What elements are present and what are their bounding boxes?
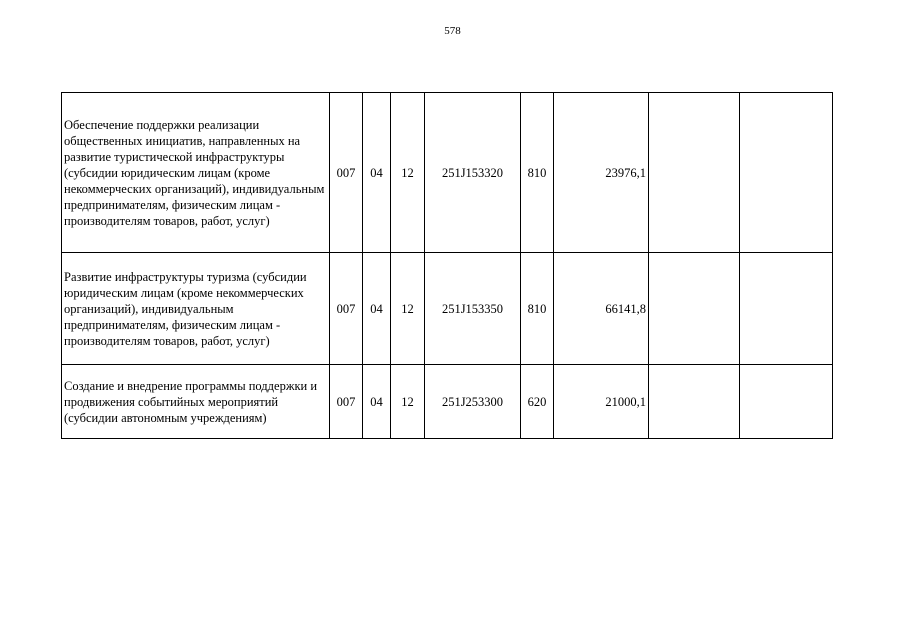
- table-row: [62, 365, 833, 439]
- amount-3-cell: [740, 253, 833, 365]
- section-code-cell: 04: [363, 93, 391, 253]
- subsection-code-cell: 12: [391, 253, 425, 365]
- ministry-code-cell: 007: [330, 253, 363, 365]
- amount-3-cell: [740, 365, 833, 439]
- target-article-cell: 251J253300: [425, 365, 521, 439]
- subsection-code-cell: 12: [391, 93, 425, 253]
- table-row: [62, 253, 833, 365]
- expense-name-cell: Создание и внедрение программы поддержки и продвижения событийных мероприятий (субсидии автономным учреждениям): [62, 365, 330, 439]
- ministry-code-cell: 007: [330, 365, 363, 439]
- page-number: 578: [444, 25, 461, 37]
- expense-type-cell: 810: [521, 253, 554, 365]
- expense-name-cell: Развитие инфраструктуры туризма (субсидии юридическим лицам (кроме некоммерческих организаций), индивидуальным предпринимателям, физическим лицам - производителям товаров, работ, услуг): [62, 253, 330, 365]
- section-code-cell: 04: [363, 365, 391, 439]
- budget-table: [61, 92, 833, 439]
- expense-name-cell: Обеспечение поддержки реализации общественных инициатив, направленных на развитие туристической инфраструктуры (субсидии юридическим лицам (кроме некоммерческих организаций), индивидуальным предпринимателям, физическим лицам - производителям товаров, работ, услуг): [62, 93, 330, 253]
- target-article-cell: 251J153320: [425, 93, 521, 253]
- amount-3-cell: [740, 93, 833, 253]
- expense-type-cell: 620: [521, 365, 554, 439]
- ministry-code-cell: 007: [330, 93, 363, 253]
- subsection-code-cell: 12: [391, 365, 425, 439]
- target-article-cell: 251J153350: [425, 253, 521, 365]
- section-code-cell: 04: [363, 253, 391, 365]
- amount-2-cell: [649, 93, 740, 253]
- amount-cell: 21000,1: [554, 365, 649, 439]
- amount-2-cell: [649, 253, 740, 365]
- table-row: [62, 93, 833, 253]
- amount-cell: 23976,1: [554, 93, 649, 253]
- amount-cell: 66141,8: [554, 253, 649, 365]
- expense-type-cell: 810: [521, 93, 554, 253]
- amount-2-cell: [649, 365, 740, 439]
